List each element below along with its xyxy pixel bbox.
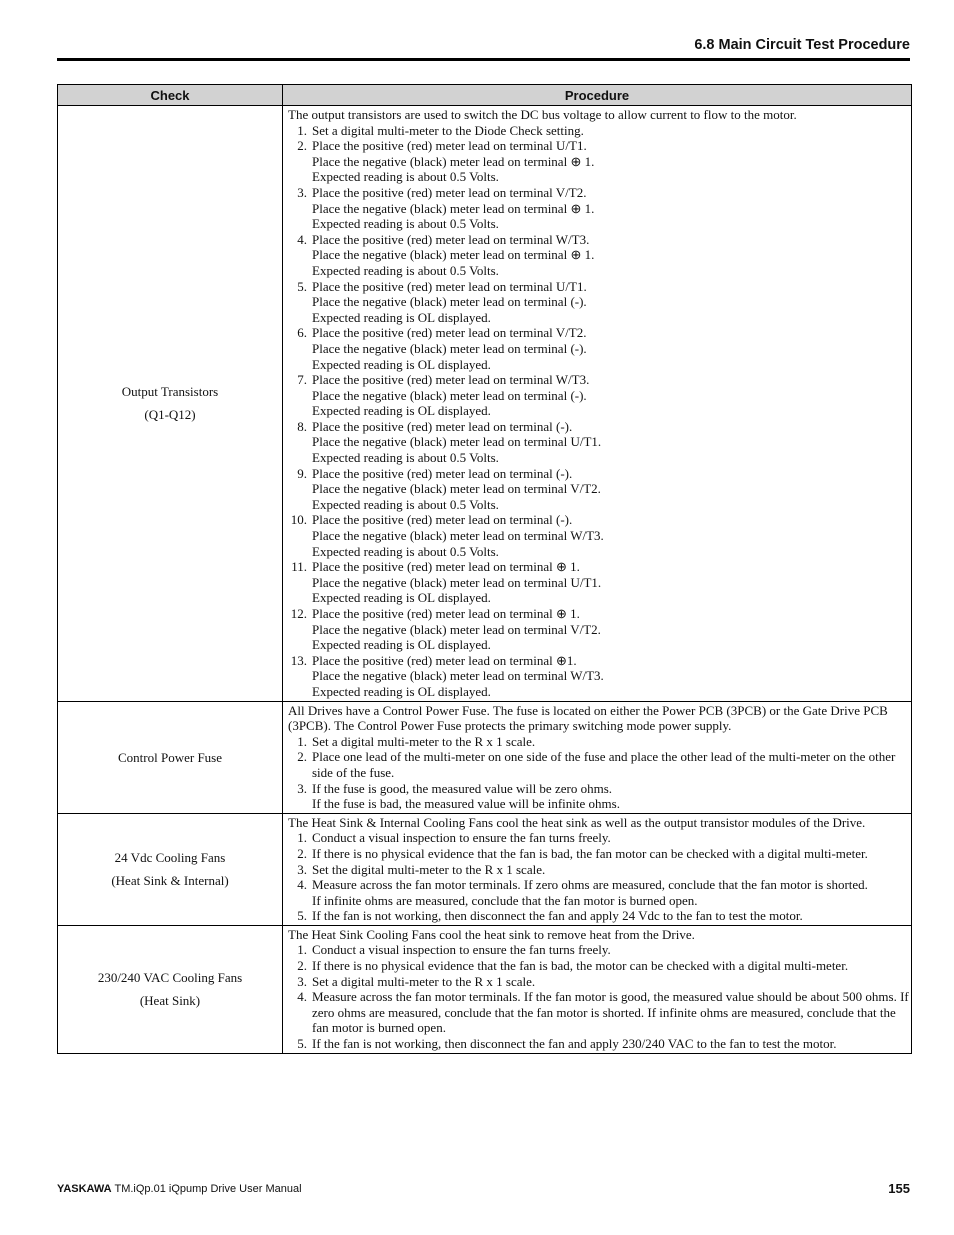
footer-brand: YASKAWA: [57, 1183, 112, 1195]
step-line: Measure across the fan motor terminals. If zero ohms are measured, conclude that the fan motor is shorted.: [312, 877, 868, 893]
step-line: If there is no physical evidence that the fan is bad, the motor can be checked with a digital multi-meter.: [312, 958, 849, 974]
step-number: 11.: [291, 559, 307, 575]
step-line: Expected reading is OL displayed.: [312, 356, 491, 372]
step-line: Place the positive (red) meter lead on terminal (-).: [312, 512, 573, 528]
step-number: 4.: [297, 231, 307, 247]
step-line: Place the positive (red) meter lead on terminal W/T3.: [312, 372, 590, 388]
page-number: 155: [888, 1181, 910, 1196]
step-line: Expected reading is about 0.5 Volts.: [312, 450, 499, 466]
step-line: Place the positive (red) meter lead on terminal (-).: [312, 418, 573, 434]
step-line: Place the positive (red) meter lead on terminal V/T2.: [312, 325, 587, 341]
step-number: 1.: [297, 122, 307, 138]
procedure-step: [288, 653, 909, 700]
step-line: Measure across the fan motor terminals. If the fan motor is good, the measured value should be about 500 ohms. If zero ohms are measured, conclude that the fan motor is shorted. If infinite ohms are measured, conclude that the fan motor is burned open.: [312, 989, 909, 1036]
header-rule: [57, 58, 910, 61]
step-text: [312, 781, 909, 812]
step-text: [312, 466, 909, 513]
step-number: 2.: [297, 749, 307, 765]
step-text: [312, 138, 909, 185]
step-line: Conduct a visual inspection to ensure the fan turns freely.: [312, 830, 611, 846]
procedure-step: [288, 372, 909, 419]
step-number: 9.: [297, 465, 307, 481]
step-line: Expected reading is OL displayed.: [312, 683, 491, 699]
step-text: [312, 653, 909, 700]
step-text: [312, 908, 909, 924]
step-text: [312, 419, 909, 466]
step-text: [312, 830, 909, 846]
footer-manual-name: TM.iQp.01 iQpump Drive User Manual: [114, 1183, 302, 1195]
step-line: If the fan is not working, then disconnect the fan and apply 230/240 VAC to the fan to test the motor.: [312, 1036, 837, 1052]
step-text: [312, 749, 909, 780]
step-number: 8.: [297, 418, 307, 434]
check-name: Output Transistors: [121, 384, 219, 400]
step-line: Set a digital multi-meter to the Diode Check setting.: [312, 122, 584, 138]
procedure-step: [288, 1036, 909, 1052]
procedure-step: [288, 138, 909, 185]
main-circuit-test-table: [57, 84, 912, 1054]
step-line: Place the negative (black) meter lead on terminal W/T3.: [312, 528, 604, 544]
procedure-cell: [283, 925, 912, 1053]
step-line: Place the positive (red) meter lead on terminal ⊕1.: [312, 652, 577, 668]
step-number: 1.: [297, 733, 307, 749]
step-line: Place the negative (black) meter lead on terminal V/T2.: [312, 621, 601, 637]
procedure-step: [288, 781, 909, 812]
step-number: 4.: [297, 877, 307, 893]
step-line: Expected reading is about 0.5 Volts.: [312, 543, 499, 559]
section-title: 6.8 Main Circuit Test Procedure: [694, 37, 910, 53]
step-text: [312, 1036, 909, 1052]
check-cell: [58, 813, 283, 925]
step-text: [312, 734, 909, 750]
procedure-step: [288, 862, 909, 878]
step-line: Place the negative (black) meter lead on terminal ⊕ 1.: [312, 153, 595, 169]
check-name: 24 Vdc Cooling Fans: [114, 850, 226, 866]
step-line: Set a digital multi-meter to the R x 1 scale.: [312, 733, 536, 749]
step-line: Place the positive (red) meter lead on terminal U/T1.: [312, 138, 587, 154]
step-text: [312, 512, 909, 559]
step-line: If the fan is not working, then disconnect the fan and apply 24 Vdc to the fan to test the motor.: [312, 908, 803, 924]
table-row: [58, 925, 912, 1053]
step-line: Expected reading is about 0.5 Volts.: [312, 169, 499, 185]
procedure-step: [288, 958, 909, 974]
procedure-intro: All Drives have a Control Power Fuse. The fuse is located on either the Power PCB (3PCB) or the Gate Drive PCB (3PCB). The Control Power Fuse protects the primary switching mode power supply.: [288, 702, 888, 734]
step-number: 12.: [290, 606, 307, 621]
procedure-step: [288, 466, 909, 513]
procedure-step: [288, 989, 909, 1036]
check-subtitle: (Q1-Q12): [144, 407, 196, 423]
step-text: [312, 606, 909, 653]
step-line: Set the digital multi-meter to the R x 1 scale.: [312, 861, 546, 877]
step-number: 3.: [297, 973, 307, 989]
step-line: Expected reading is about 0.5 Volts.: [312, 262, 499, 278]
procedure-steps: [288, 734, 909, 812]
step-number: 2.: [297, 138, 307, 154]
check-subtitle: (Heat Sink): [139, 993, 201, 1009]
step-text: [312, 123, 909, 139]
step-number: 7.: [297, 372, 307, 388]
step-number: 1.: [297, 942, 307, 958]
step-line: Conduct a visual inspection to ensure the fan turns freely.: [312, 942, 611, 958]
step-number: 5.: [297, 908, 307, 924]
step-text: [312, 232, 909, 279]
step-line: Expected reading is OL displayed.: [312, 637, 491, 653]
step-text: [312, 325, 909, 372]
procedure-step: [288, 974, 909, 990]
procedure-step: [288, 908, 909, 924]
table-header-row: [58, 85, 912, 106]
procedure-step: [288, 123, 909, 139]
check-cell: [58, 106, 283, 702]
step-text: [312, 279, 909, 326]
step-number: 3.: [297, 780, 307, 796]
check-subtitle: (Heat Sink & Internal): [111, 873, 229, 889]
footer-manual-title: [57, 1183, 302, 1195]
step-number: 10.: [290, 512, 307, 528]
procedure-intro: The Heat Sink & Internal Cooling Fans cool the heat sink as well as the output transistor modules of the Drive.: [288, 814, 866, 830]
procedure-steps: [288, 830, 909, 924]
column-header-procedure: Procedure: [283, 85, 912, 106]
step-line: Place the positive (red) meter lead on terminal (-).: [312, 465, 573, 481]
step-line: Place the negative (black) meter lead on terminal (-).: [312, 340, 587, 356]
step-line: Place the negative (black) meter lead on terminal V/T2.: [312, 481, 601, 497]
procedure-steps: [288, 942, 909, 1051]
step-text: [312, 974, 909, 990]
step-number: 1.: [297, 830, 307, 846]
procedure-step: [288, 749, 909, 780]
procedure-step: [288, 846, 909, 862]
step-line: Expected reading is OL displayed.: [312, 590, 491, 606]
procedure-intro: The Heat Sink Cooling Fans cool the heat sink to remove heat from the Drive.: [288, 926, 695, 942]
procedure-step: [288, 232, 909, 279]
step-line: Set a digital multi-meter to the R x 1 scale.: [312, 973, 536, 989]
step-line: Place the negative (black) meter lead on terminal U/T1.: [312, 574, 602, 590]
step-number: 2.: [297, 845, 307, 861]
procedure-cell: [283, 701, 912, 813]
step-line: Place the negative (black) meter lead on terminal ⊕ 1.: [312, 200, 595, 216]
step-text: [312, 372, 909, 419]
step-text: [312, 877, 909, 908]
step-line: Place the positive (red) meter lead on terminal W/T3.: [312, 231, 590, 247]
step-line: Expected reading is OL displayed.: [312, 309, 491, 325]
step-text: [312, 846, 909, 862]
step-text: [312, 559, 909, 606]
step-line: Place one lead of the multi-meter on one side of the fuse and place the other lead of the multi-meter on the other side of the fuse.: [312, 749, 896, 780]
table-body: [58, 106, 912, 1054]
check-cell: [58, 925, 283, 1053]
step-line: Expected reading is about 0.5 Volts.: [312, 216, 499, 232]
table-row: [58, 106, 912, 702]
procedure-step: [288, 877, 909, 908]
procedure-step: [288, 185, 909, 232]
step-line: If there is no physical evidence that the fan is bad, the fan motor can be checked with a digital multi-meter.: [312, 845, 868, 861]
procedure-step: [288, 734, 909, 750]
check-name: Control Power Fuse: [118, 749, 222, 765]
step-line: Place the positive (red) meter lead on terminal U/T1.: [312, 278, 587, 294]
procedure-step: [288, 279, 909, 326]
step-number: 13.: [290, 652, 307, 668]
check-cell: [58, 701, 283, 813]
step-text: [312, 942, 909, 958]
procedure-cell: [283, 106, 912, 702]
step-line: Expected reading is about 0.5 Volts.: [312, 496, 499, 512]
step-line: Place the positive (red) meter lead on terminal ⊕ 1.: [312, 606, 580, 621]
step-number: 5.: [297, 278, 307, 294]
step-line: Place the negative (black) meter lead on terminal (-).: [312, 387, 587, 403]
step-text: [312, 862, 909, 878]
step-text: [312, 958, 909, 974]
step-line: Place the negative (black) meter lead on terminal (-).: [312, 294, 587, 310]
step-line: Place the negative (black) meter lead on terminal ⊕ 1.: [312, 247, 595, 263]
step-number: 5.: [297, 1036, 307, 1052]
step-line: Expected reading is OL displayed.: [312, 403, 491, 419]
procedure-step: [288, 559, 909, 606]
step-line: Place the positive (red) meter lead on terminal ⊕ 1.: [312, 559, 580, 575]
step-line: If the fuse is good, the measured value will be zero ohms.: [312, 780, 612, 796]
procedure-step: [288, 606, 909, 653]
step-number: 4.: [297, 989, 307, 1005]
step-line: If infinite ohms are measured, conclude that the fan motor is burned open.: [312, 892, 698, 908]
check-name: 230/240 VAC Cooling Fans: [97, 970, 243, 986]
step-number: 3.: [297, 861, 307, 877]
step-number: 3.: [297, 184, 307, 200]
table-row: [58, 701, 912, 813]
procedure-intro: The output transistors are used to switch the DC bus voltage to allow current to flow to the motor.: [288, 107, 797, 122]
step-line: Place the negative (black) meter lead on terminal U/T1.: [312, 434, 602, 450]
step-text: [312, 185, 909, 232]
step-line: Place the negative (black) meter lead on terminal W/T3.: [312, 668, 604, 684]
procedure-cell: [283, 813, 912, 925]
table-row: [58, 813, 912, 925]
procedure-steps: [288, 123, 909, 700]
procedure-step: [288, 325, 909, 372]
step-number: 2.: [297, 958, 307, 974]
column-header-check: Check: [58, 85, 283, 106]
procedure-step: [288, 419, 909, 466]
procedure-step: [288, 512, 909, 559]
step-line: If the fuse is bad, the measured value will be infinite ohms.: [312, 796, 620, 812]
procedure-step: [288, 830, 909, 846]
procedure-step: [288, 942, 909, 958]
step-text: [312, 989, 909, 1036]
step-number: 6.: [297, 325, 307, 341]
step-line: Place the positive (red) meter lead on terminal V/T2.: [312, 184, 587, 200]
